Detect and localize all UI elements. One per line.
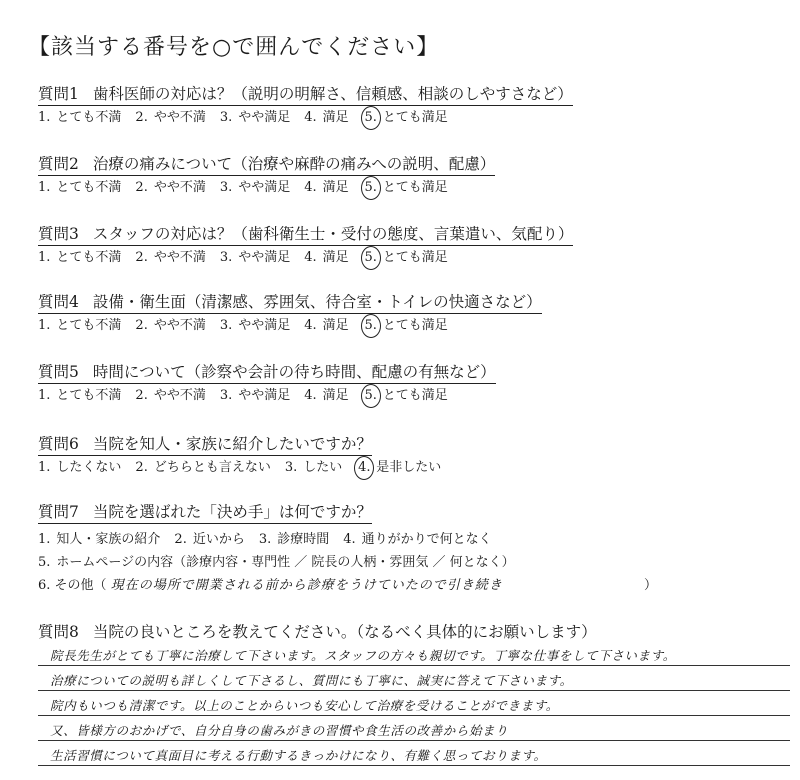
question-3-option-2[interactable]: 2. やや不満 xyxy=(135,250,206,265)
question-7-options-row-1 xyxy=(38,528,506,547)
question-7-option-3[interactable]: 3. 診療時間 xyxy=(258,532,330,547)
question-3-option-4[interactable]: 4. 満足 xyxy=(304,250,349,265)
comment-line xyxy=(38,665,790,691)
question-7-title xyxy=(38,500,372,524)
question-6-text: 当院を知人・家族に紹介したいですか？ xyxy=(92,435,372,453)
question-7-option-1[interactable]: 1. 知人・家族の紹介 xyxy=(38,532,161,547)
instruction-header: 【該当する番号を○で囲んでください】 xyxy=(28,35,440,60)
question-8-text: 当院の良いところを教えてください。（なるべく具体的にお願いします） xyxy=(92,623,597,641)
question-2-title xyxy=(38,152,495,176)
question-4-option-5[interactable]: 5. とても満足 xyxy=(363,314,448,338)
question-6-option-4[interactable]: 4. 是非したい xyxy=(356,456,441,480)
question-7-options-row-2 xyxy=(38,551,529,570)
question-6-option-1[interactable]: 1. したくない xyxy=(38,460,122,475)
question-1-option-5[interactable]: 5. とても満足 xyxy=(363,106,448,130)
question-5-number: 質問5 xyxy=(38,363,79,381)
question-2-option-2[interactable]: 2. やや不満 xyxy=(135,180,206,195)
question-4-title xyxy=(38,290,542,314)
question-1-options xyxy=(38,106,462,130)
question-5-option-1[interactable]: 1. とても不満 xyxy=(38,388,122,403)
question-5-option-3[interactable]: 3. やや満足 xyxy=(219,388,291,403)
question-2-number: 質問2 xyxy=(38,155,79,173)
question-4-options xyxy=(38,314,462,338)
question-3-options xyxy=(38,246,462,270)
comment-line xyxy=(38,690,790,716)
question-4-option-1[interactable]: 1. とても不満 xyxy=(38,318,122,333)
question-3-option-5[interactable]: 5. とても満足 xyxy=(363,246,448,270)
question-1-text: 歯科医師の対応は？（説明の明解さ、信頼感、相談のしやすさなど） xyxy=(92,85,573,103)
question-5-option-5[interactable]: 5. とても満足 xyxy=(363,384,448,408)
question-6-title xyxy=(38,432,372,456)
question-2-option-5[interactable]: 5. とても満足 xyxy=(363,176,448,200)
question-2-options xyxy=(38,176,462,200)
question-8-number: 質問8 xyxy=(38,623,79,641)
question-2-option-4[interactable]: 4. 満足 xyxy=(304,180,349,195)
question-2-option-1[interactable]: 1. とても不満 xyxy=(38,180,122,195)
handwritten-comment-text: 院長先生がとても丁寧に治療して下さいます。スタッフの方々も親切です。丁寧な仕事をして下さいます。 xyxy=(50,648,676,663)
question-4-text: 設備・衛生面（清潔感、雰囲気、待合室・トイレの快適さなど） xyxy=(92,293,542,311)
question-3-option-1[interactable]: 1. とても不満 xyxy=(38,250,122,265)
question-1-option-2[interactable]: 2. やや不満 xyxy=(135,110,206,125)
question-5-option-4[interactable]: 4. 満足 xyxy=(304,388,349,403)
handwritten-comment-text: 又、皆様方のおかげで、自分自身の歯みがきの習慣や食生活の改善から始まり xyxy=(50,723,509,738)
question-6-option-3[interactable]: 3. したい xyxy=(284,460,343,475)
question-4-number: 質問4 xyxy=(38,293,79,311)
question-6-number: 質問6 xyxy=(38,435,79,453)
question-7-option-2[interactable]: 2. 近いから xyxy=(174,532,245,547)
question-3-text: スタッフの対応は？（歯科衛生士・受付の態度、言葉遣い、気配り） xyxy=(92,225,574,243)
question-2-text: 治療の痛みについて（治療や麻酔の痛みへの説明、配慮） xyxy=(92,155,496,173)
question-4-option-2[interactable]: 2. やや不満 xyxy=(135,318,206,333)
handwritten-comment-text: 院内もいつも清潔です。以上のことからいつも安心して治療を受けることができます。 xyxy=(50,698,559,713)
question-6-option-2[interactable]: 2. どちらとも言えない xyxy=(135,460,271,475)
question-2-option-3[interactable]: 3. やや満足 xyxy=(219,180,291,195)
question-3-number: 質問3 xyxy=(38,225,79,243)
handwritten-comment-text: 治療についての説明も詳しくして下さるし、質問にも丁寧に、誠実に答えて下さいます。 xyxy=(50,673,573,688)
comment-line xyxy=(38,640,790,666)
question-1-number: 質問1 xyxy=(38,85,79,103)
comment-line xyxy=(38,740,790,766)
handwritten-comment-text: 生活習慣について真面目に考える行動するきっかけになり、有難く思っております。 xyxy=(50,748,547,763)
question-7-option-5[interactable]: 5. ホームページの内容（診療内容・専門性 ／ 院長の人柄・雰囲気 ／ 何となく） xyxy=(38,555,515,570)
question-1-title xyxy=(38,82,573,106)
question-4-option-3[interactable]: 3. やや満足 xyxy=(219,318,291,333)
question-5-title xyxy=(38,360,496,384)
question-7-option-4[interactable]: 4. 通りがかりで何となく xyxy=(343,532,492,547)
question-3-title xyxy=(38,222,573,246)
question-1-option-4[interactable]: 4. 満足 xyxy=(304,110,349,125)
question-1-option-3[interactable]: 3. やや満足 xyxy=(219,110,291,125)
question-5-option-2[interactable]: 2. やや不満 xyxy=(135,388,206,403)
question-4-option-4[interactable]: 4. 満足 xyxy=(304,318,349,333)
question-6-options xyxy=(38,456,455,480)
handwritten-other-answer: 現在の場所で開業される前から診療をうけていたので引き続き xyxy=(110,578,503,593)
question-5-text: 時間について（診察や会計の待ち時間、配慮の有無など） xyxy=(92,363,496,381)
question-7-text: 当院を選ばれた「決め手」は何ですか？ xyxy=(92,503,372,521)
question-1-option-1[interactable]: 1. とても不満 xyxy=(38,110,122,125)
question-7-number: 質問7 xyxy=(38,503,79,521)
question-3-option-3[interactable]: 3. やや満足 xyxy=(219,250,291,265)
question-7-option-6[interactable]: 6. その他（ 現在の場所で開業される前から診療をうけていたので引き続き ） xyxy=(38,578,658,593)
comment-line xyxy=(38,715,790,741)
question-5-options xyxy=(38,384,462,408)
